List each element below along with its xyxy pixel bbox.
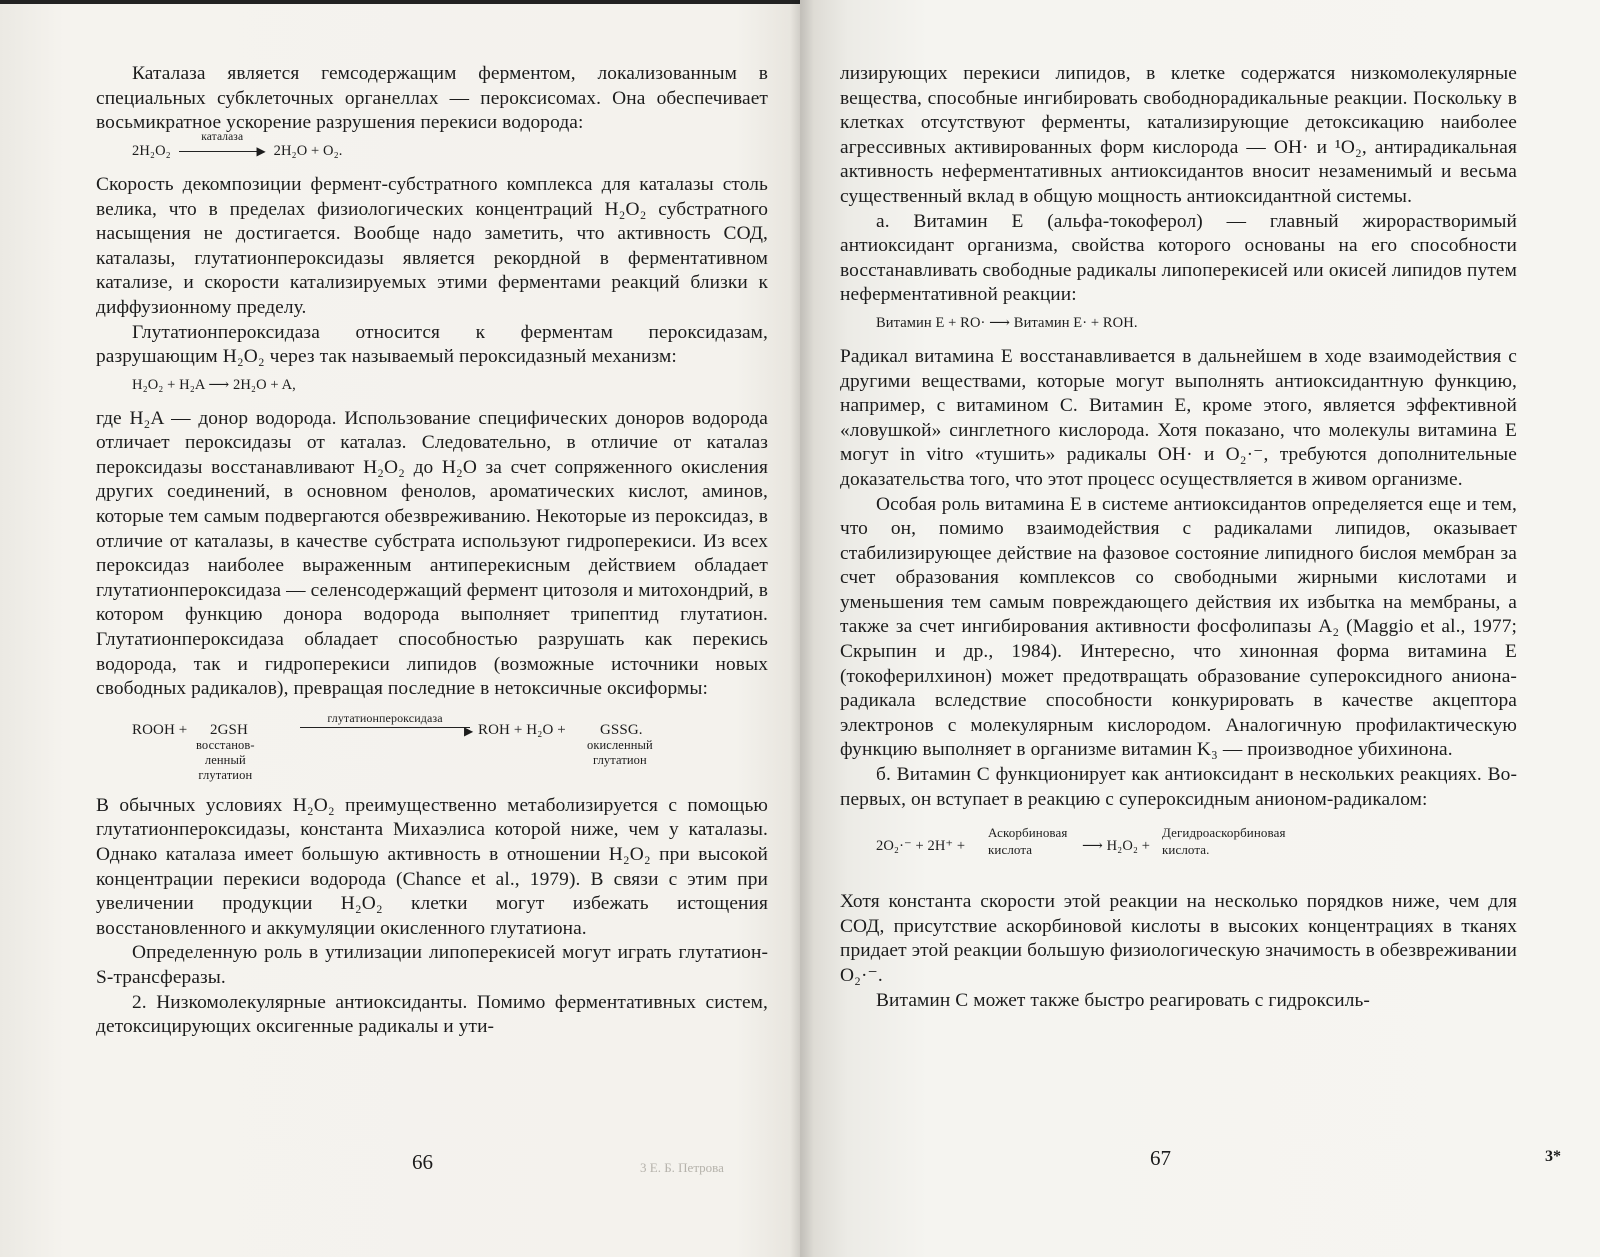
paragraph: Хотя константа скорости этой реакции на несколько порядков ниже, чем для СОД, присутствие аскорбиновой кислоты в высоких концентрациях в тканях придает этой реакции большую физиологическую значимость в обезвреживании O₂·⁻. bbox=[840, 891, 1517, 986]
equation-reactant: 2GSH bbox=[210, 721, 248, 738]
dehydroascorbic-acid-label: Дегидроаскорбиновая кислота. bbox=[1162, 825, 1286, 858]
equation-reactant: ROOH + bbox=[132, 721, 188, 738]
equation-product: ROH + H₂O + bbox=[478, 721, 566, 738]
enzyme-label: каталаза bbox=[201, 130, 244, 143]
ascorbic-acid-label: Аскорбиновая кислота bbox=[988, 825, 1068, 858]
right-page bbox=[800, 0, 1600, 1257]
equation-product: 2H₂O + O₂. bbox=[273, 142, 343, 159]
paragraph: 2. Низкомолекулярные антиоксиданты. Помимо ферментативных систем, детоксицирующих оксигенные радикалы и ути- bbox=[96, 991, 768, 1038]
catalase-equation bbox=[132, 130, 768, 161]
glutathione-equation bbox=[132, 710, 768, 782]
paragraph: а. Витамин E (альфа-токоферол) — главный жирорастворимый антиоксидант организма, свойства которого основаны на его способности восстанавливать свободные радикалы липоперекисей или окисей липидов путем неферментативной реакции: bbox=[840, 210, 1517, 306]
book-spine-shadow bbox=[790, 0, 814, 1257]
right-text-column bbox=[840, 62, 1517, 1013]
equation-product: ⟶ H₂O₂ + bbox=[1082, 838, 1151, 855]
reaction-arrow bbox=[300, 727, 470, 728]
vitamin-e-equation: Витамин E + RO· ⟶ Витамин E· + ROH. bbox=[876, 314, 1138, 331]
paragraph: где H₂A — донор водорода. Использование специфических доноров водорода отличает пероксидазы от каталаз. Следовательно, в отличие от каталаз пероксидазы восстанавливают H₂O₂ до H₂O за счет сопряженного окисления других соединений, в основном фенолов, ароматических кислот, аминов, которые тем самым подвергаются обезвреживанию. Некоторые из пероксидаз, в отличие от каталазы, в качестве субстрата используют гидроперекиси. Из всех пероксидаз наиболее выраженным антиперекисным действием обладает глутатионпероксидаза — селенсодержащий фермент цитозоля и митохондрий, в котором функцию донора водорода выполняет трипептид глутатион. Глутатионпероксидаза обладает способностью разрушать как перекись водорода, так и гидроперекиси липидов (возможные источники новых свободных радикалов), превращая последние в нетоксичные оксиформы: bbox=[96, 407, 768, 700]
paragraph: Радикал витамина E восстанавливается в дальнейшем в ходе взаимодействия с другими веществами, которые могут выполнять антиоксидантную функцию, например, с витамином C. Витамин E, кроме этого, является эффективной «ловушкой» синглетного кислорода. Хотя показано, что молекулы витамина E могут in vitro «тушить» радикалы OH· и O₂·⁻, требуются дополнительные доказательства того, что этот процесс осуществляется в живом организме. bbox=[840, 345, 1517, 490]
oxidized-glutathione-note: окисленный глутатион bbox=[587, 737, 653, 767]
sheet-mark: 3* bbox=[1545, 1148, 1561, 1165]
left-text-column bbox=[96, 62, 768, 1040]
paragraph: б. Витамин C функционирует как антиоксидант в нескольких реакциях. Во-первых, он вступает в реакцию с супероксидным анионом-радикалом: bbox=[840, 764, 1517, 810]
paragraph: лизирующих перекиси липидов, в клетке содержатся низкомолекулярные вещества, способные ингибировать свободнорадикальные реакции. Поскольку в клетках отсутствуют ферменты, катализирующие детоксикацию наиболее агрессивных активированных форм кислорода — OH· и ¹O₂, антирадикальная активность неферментативных антиоксидантов вносит незаменимый и весьма существенный вклад в общую мощность антиоксидантной системы. bbox=[840, 63, 1517, 207]
reduced-glutathione-note: восстанов- ленный глутатион bbox=[196, 737, 255, 782]
paragraph: Скорость декомпозиции фермент-субстратного комплекса для каталазы столь велика, что в пределах физиологических концентраций H₂O₂ субстратного насыщения не достигается. Вообще надо заметить, что активность СОД, каталазы, глутатионпероксидазы является рекордной в ферментативном катализе, и скорости катализируемых этими ферментами реакций близки к диффузионному пределу. bbox=[96, 173, 768, 318]
equation-reactant: 2H₂O₂ bbox=[132, 142, 171, 159]
paragraph: Витамин C может также быстро реагировать с гидроксиль- bbox=[876, 989, 1370, 1011]
arrow-head: ▶ bbox=[464, 723, 474, 738]
page-number: 67 bbox=[1150, 1146, 1171, 1170]
printer-signature: 3 Е. Б. Петрова bbox=[640, 1160, 724, 1175]
paragraph: Каталаза является гемсодержащим ферментом, локализованным в специальных субклеточных органеллах — пероксисомах. Она обеспечивает восьмикратное ускорение разрушения перекиси водорода: bbox=[96, 63, 768, 134]
enzyme-label: глутатионпероксидаза bbox=[327, 710, 443, 725]
paragraph: Особая роль витамина E в системе антиоксидантов определяется еще и тем, что он, помимо взаимодействия с радикалами липидов, оказывает стабилизирующее действие на фазовое состояние липидного бислоя мембран за счет образования комплексов со свободными жирными кислотами и уменьшения тем самым повреждающего действия их избытка на мембраны, а также за счет ингибирования активности фосфолипазы A₂ (Maggio et al., 1977; Скрыпин и др., 1984). Интересно, что хинонная форма витамина E (токоферилхинон) может предотвращать образование супероксидного аниона-радикала вследствие способности конкурировать в качестве акцептора электронов с молекулярным кислородом. Аналогичную профилактическую функцию выполняет в организме витамин K₃ — производное убихинона. bbox=[840, 493, 1517, 761]
reaction-arrow: каталаза ▶ bbox=[175, 142, 270, 161]
peroxidase-equation: H₂O₂ + H₂A ⟶ 2H₂O + A, bbox=[132, 376, 296, 393]
paragraph: Глутатионпероксидаза относится к ферментам пероксидазам, разрушающим H₂O₂ через так называемый пероксидазный механизм: bbox=[96, 321, 768, 368]
scan-edge bbox=[0, 0, 800, 4]
equation-reactant: 2O₂·⁻ + 2H⁺ + bbox=[876, 838, 966, 855]
paragraph: Определенную роль в утилизации липоперекисей могут играть глутатион-S-трансферазы. bbox=[96, 942, 768, 988]
paragraph: В обычных условиях H₂O₂ преимущественно метаболизируется с помощью глутатионпероксидазы, константа Михаэлиса которой ниже, чем у каталазы. Однако каталаза имеет большую активность в отношении H₂O₂ при высокой концентрации перекиси водорода (Chance et al., 1979). В связи с этим при увеличении продукции H₂O₂ клетки могут избежать истощения восстановленного и аккумуляции окисленного глутатиона. bbox=[96, 794, 768, 939]
page-number: 66 bbox=[412, 1150, 433, 1174]
equation-product: GSSG. bbox=[600, 721, 643, 738]
ascorbate-equation bbox=[876, 824, 1517, 872]
